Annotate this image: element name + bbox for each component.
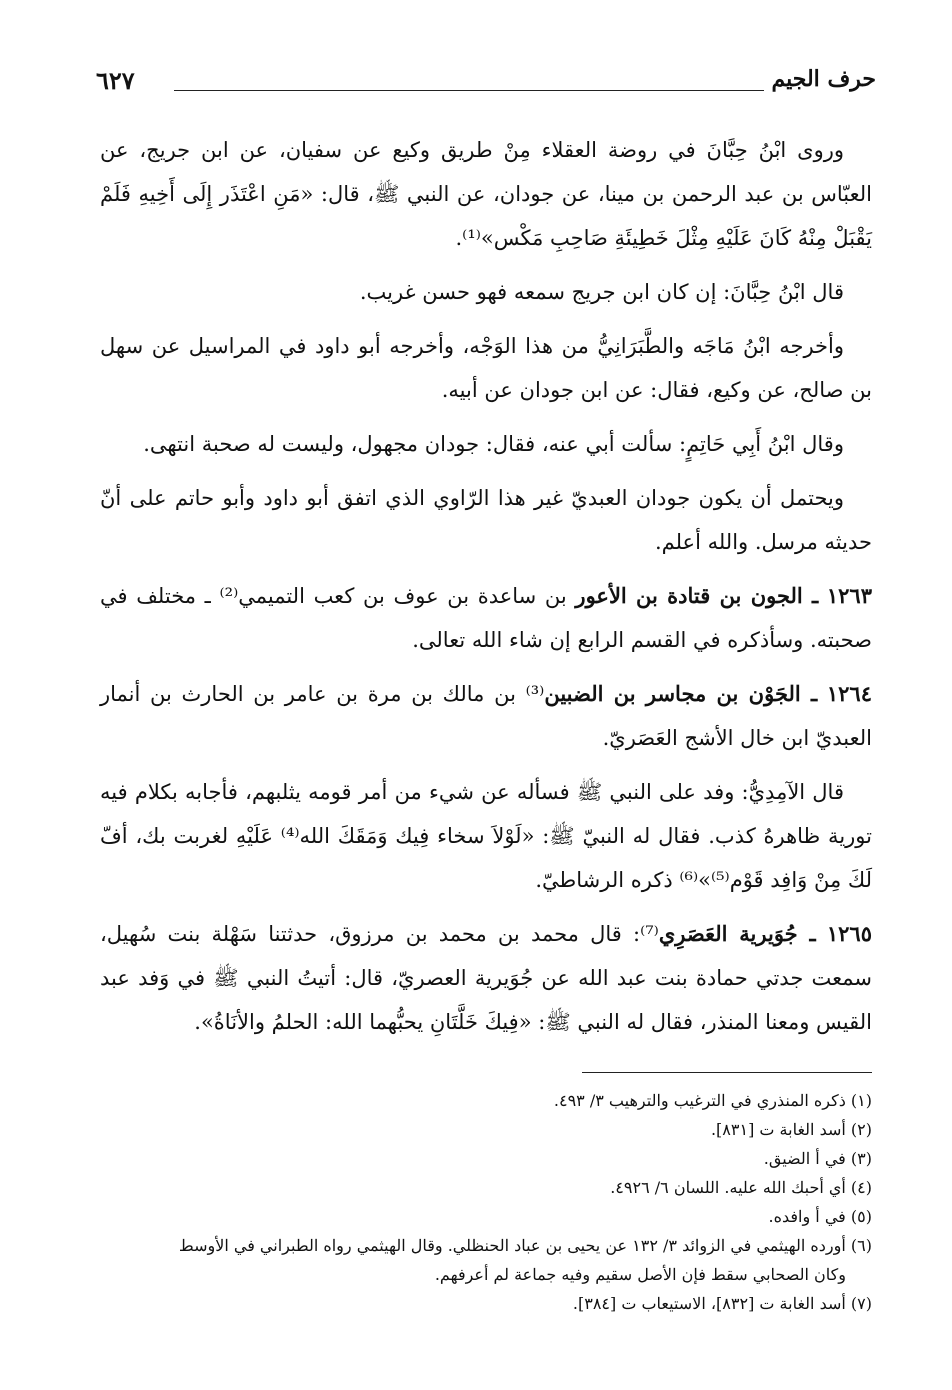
entry-number: ١٢٦٥ [826, 921, 872, 946]
entry-name: جُوَيرية العَصَرِي [658, 921, 798, 946]
footnote: (٣) في أ الضيق. [763, 1149, 872, 1168]
entry-name: الجَوْن بن مجاسر بن الضبين [544, 681, 801, 706]
footnote: (٤) أي أحبك الله عليه. اللسان ٦/ ٤٩٢٦. [610, 1178, 872, 1197]
footnote-rule [582, 1072, 872, 1073]
footnote: (١) ذكره المنذري في الترغيب والترهيب ٣/ ٤٩٣. [553, 1091, 872, 1110]
entry-1265: ١٢٦٥ ـ جُوَيرية العَصَرِي⁽⁷⁾: قال محمد بن محمد بن مرزوق، حدثتنا سَهْلة بنت سُهيل، سمعت جدتي حمادة بنت عبد الله عن جُوَيرية العصريّ، قال: أتيتُ النبي ﷺ في وَفد عبد القيس ومعنا المنذر، فقال له النبي ﷺ: «فِيكَ خَلَّتَانِ يحبُّهما الله: الحلمُ والأنَاةُ». [100, 921, 872, 1034]
entry-1264: ١٢٦٤ ـ الجَوْن بن مجاسر بن الضبين⁽³⁾ بن مالك بن مرة بن عامر بن الحارث بن أنمار العبديّ ابن خال الأشج العَصَريّ. [100, 681, 872, 750]
paragraph: وأخرجه ابْنُ مَاجَه والطَّبَرَانِيُّ من هذا الوَجْه، وأخرجه أبو داود في المراسيل عن سهل بن صالح، عن وكيع، فقال: عن ابن جودان عن أبيه. [100, 334, 872, 402]
entry-text: ⁽⁷⁾: قال محمد بن محمد بن مرزوق، حدثتنا سَهْلة بنت سُهيل، سمعت جدتي حمادة بنت عبد الله عن جُوَيرية العصريّ، قال: أتيتُ النبي ﷺ في وَفد عبد القيس ومعنا المنذر، فقال له النبي ﷺ: «فِيكَ خَلَّتَانِ يحبُّهما الله: الحلمُ والأنَاةُ». [100, 922, 872, 1034]
page-number: ٦٢٧ [96, 66, 135, 95]
paragraph: وروى ابْنُ حِبَّانَ في روضة العقلاء مِنْ طريق وكيع عن سفيان، عن ابن جريج، عن العبّاس بن عبد الرحمن بن مينا، عن جودان، عن النبي ﷺ، قال: «مَنِ اعْتَذَر إِلَى أَخِيهِ فَلَمْ يَقْبَلْ مِنْهُ كَانَ عَلَيْهِ مِثْلَ خَطِيئَةِ صَاحِبِ مَكْس»⁽¹⁾. [100, 138, 872, 250]
page-header [96, 62, 876, 102]
running-title: حرف الجيم [771, 66, 876, 92]
paragraph: وقال ابْنُ أَبِي حَاتِمٍ: سألت أبي عنه، فقال: جودان مجهول، وليست له صحبة انتهى. [143, 432, 844, 456]
entry-number: ١٢٦٤ [826, 681, 872, 706]
entry-name: الجون بن قتادة بن الأعور [575, 583, 803, 608]
footnote-continuation: وكان الصحابي سقط فإن الأصل سقيم وفيه جماعة لم أعرفهم. [434, 1265, 846, 1284]
entry-number: ١٢٦٣ [826, 583, 872, 608]
footnote: (٥) في أ وافده. [768, 1207, 872, 1226]
paragraph: قال الآمِدِيُّ: وفد على النبي ﷺ فسأله عن شيء من أمر قومه يثلبهم، فأجابه بكلام فيه تورية ظاهرهُ كذب. فقال له النبيّ ﷺ: «لَوْلاَ سخاء فِيك وَمَقَكَ الله⁽⁴⁾ عَلَيْهِ لغربت بك، أفّ لَكَ مِنْ وَافِد قَوْم⁽⁵⁾»⁽⁶⁾ ذكره الرشاطيّ. [100, 780, 872, 892]
entry-1263: ١٢٦٣ ـ الجون بن قتادة بن الأعور بن ساعدة بن عوف بن كعب التميمي⁽²⁾ ـ مختلف في صحبته. وسأذكره في القسم الرابع إن شاء الله تعالى. [100, 583, 872, 652]
entry-text: بن ساعدة بن عوف بن كعب التميمي⁽²⁾ ـ مختلف في صحبته. وسأذكره في القسم الرابع إن شاء الله تعالى. [100, 584, 872, 652]
paragraph: ويحتمل أن يكون جودان العبديّ غير هذا الرّاوي الذي اتفق أبو داود وأبو حاتم على أنّ حديثه مرسل. والله أعلم. [100, 486, 872, 554]
footnote: (٢) أسد الغابة ت [٨٣١]. [710, 1120, 872, 1139]
footnote: (٧) أسد الغابة ت [٨٣٢]، الاستيعاب ت [٣٨٤]. [572, 1294, 872, 1313]
footnote: (٦) أورده الهيثمي في الزوائد ٣/ ١٣٢ عن يحيى بن عباد الحنظلي. وقال الهيثمي رواه الطبراني في الأوسط [178, 1236, 872, 1255]
header-rule [174, 90, 764, 91]
main-text [100, 128, 872, 1054]
footnotes [92, 1086, 872, 1318]
paragraph: قال ابْنُ حِبَّانَ: إن كان ابن جريج سمعه فهو حسن غريب. [359, 280, 844, 304]
entry-text: ⁽³⁾ بن مالك بن مرة بن عامر بن الحارث بن أنمار العبديّ ابن خال الأشج العَصَريّ. [100, 682, 872, 750]
